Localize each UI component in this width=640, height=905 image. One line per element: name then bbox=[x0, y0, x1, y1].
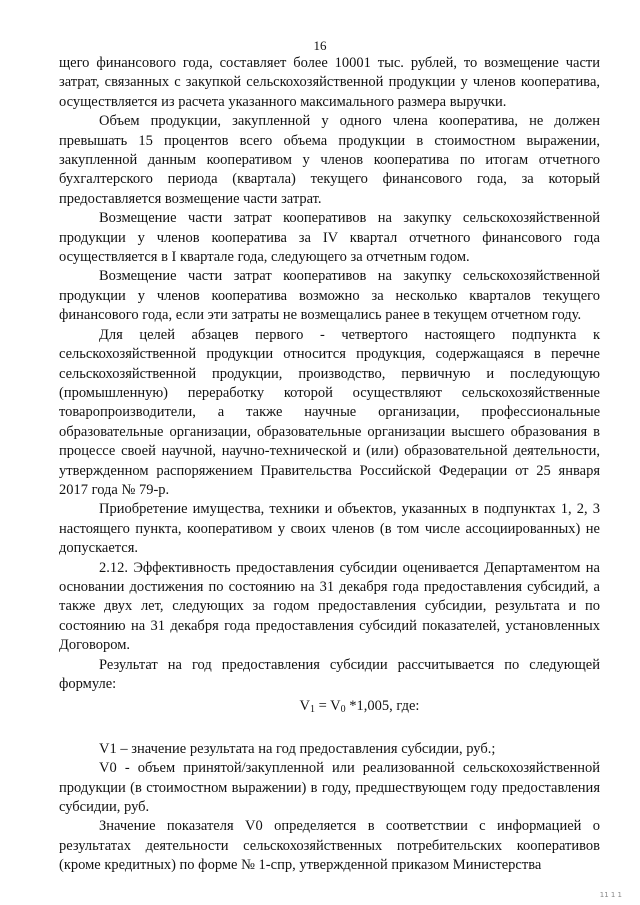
formula-lhs: V bbox=[299, 698, 310, 715]
formula-rest: *1,005, где: bbox=[345, 698, 420, 715]
formula bbox=[59, 697, 600, 717]
paragraph: Возмещение части затрат кооперативов на закупку сельскохозяйственной продукции у членов кооператива возможно за несколько кварталов текущего финансового года, если эти затраты не возмещались ранее в текущем отчетном году. bbox=[59, 268, 600, 324]
paragraph: Возмещение части затрат кооперативов на закупку сельскохозяйственной продукции у членов кооператива за IV квартал отчетного финансового года осуществляется в I квартале года, следующего за отчетным годом. bbox=[59, 210, 600, 266]
page-number: 16 bbox=[313, 38, 327, 53]
paragraph: Объем продукции, закупленной у одного члена кооператива, не должен превышать 15 процентов всего объема продукции в стоимостном выражении, закупленной данным кооперативом у членов кооператива по итогам отчетного бухгалтерского периода (квартала) текущего финансового года, за который предоставляется возмещение части затрат. bbox=[59, 113, 600, 207]
paragraph: V0 - объем принятой/закупленной или реализованной сельскохозяйственной продукции (в стоимостном выражении) в году, предшествующем году предоставления субсидии, руб. bbox=[59, 760, 600, 816]
formula-equals: = V bbox=[315, 698, 341, 715]
paragraph: Для целей абзацев первого - четвертого настоящего подпункта к сельскохозяйственной продукции относится продукция, содержащаяся в перечне сельскохозяйственной продукции, производство, первичную и последующую (промышленную) переработку которой осуществляют сельскохозяйственные товаропроизводители, а также научные организации, профессиональные образовательные организации, образовательные организации высшего образования в процессе своей научной, научно-технической и (или) образовательной деятельности, утвержденном распоряжением Правительства Российской Федерации от 25 января 2017 года № 79-р. bbox=[59, 326, 600, 498]
document-body bbox=[59, 54, 600, 876]
footer-mark: 11 1 1 bbox=[599, 891, 622, 899]
paragraph: Результат на год предоставления субсидии рассчитывается по следующей формуле: bbox=[59, 656, 600, 692]
formula-lhs-subscript: 1 bbox=[310, 704, 315, 716]
paragraph: 2.12. Эффективность предоставления субсидии оценивается Департаментом на основании достижения по состоянию на 31 декабря года предоставления субсидий, а также двух лет, следующих за годом предоставления субсидии, результата и по состоянию на 31 декабря года предоставления субсидий показателей, установленных Договором. bbox=[59, 559, 600, 654]
paragraph: Значение показателя V0 определяется в соответствии с информацией о результатах деятельности сельскохозяйственных потребительских кооперативов (кроме кредитных) по форме № 1-спр, утвержденной приказом Министерства bbox=[59, 818, 600, 874]
paragraph: V1 – значение результата на год предоставления субсидии, руб.; bbox=[99, 740, 496, 757]
paragraph: щего финансового года, составляет более 10001 тыс. рублей, то возмещение части затрат, связанных с закупкой сельскохозяйственной продукции у членов кооператива, осуществляется из расчета указанного максимального размера выручки. bbox=[59, 55, 600, 110]
formula-rhs-subscript: 0 bbox=[340, 704, 346, 716]
paragraph: Приобретение имущества, техники и объектов, указанных в подпунктах 1, 2, 3 настоящего пункта, кооперативом у своих членов (в том числе ассоциированных) не допускается. bbox=[59, 501, 600, 557]
